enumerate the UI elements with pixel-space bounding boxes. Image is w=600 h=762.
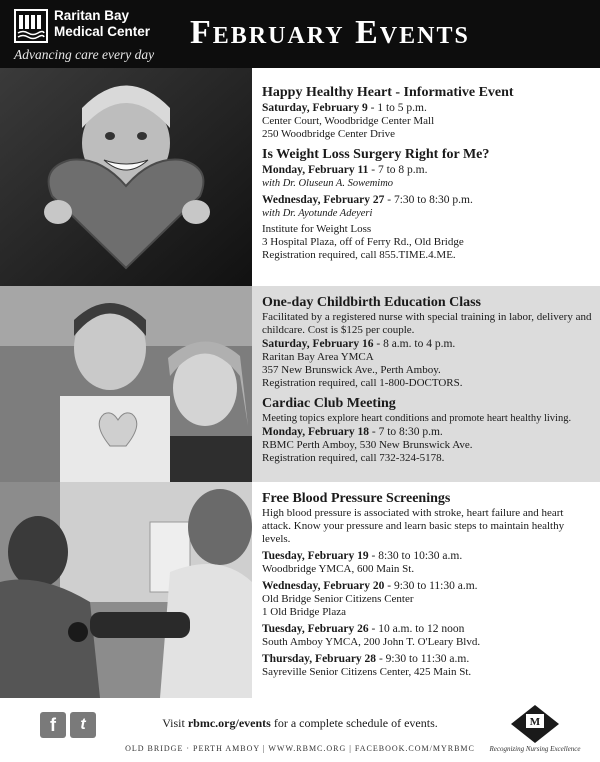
event-intro: Meeting topics explore heart conditions and promote heart healthy living.	[262, 413, 572, 424]
facebook-icon[interactable]: f	[40, 712, 66, 738]
photo-couple-heart-hands	[0, 286, 252, 482]
header-banner	[0, 0, 600, 68]
badge-letter: M	[529, 716, 541, 728]
event-intro: Facilitated by a registered nurse with special training in labor, delivery and childcare. Cost is $125 per couple.	[262, 311, 592, 336]
photo-girl-with-heart	[0, 68, 252, 286]
event-location: 250 Woodbridge Center Drive	[262, 128, 396, 140]
event-intro: High blood pressure is associated with stroke, heart failure and heart attack. Know your pressure and learn basic steps to maintain healthy levels.	[262, 507, 565, 545]
event-location: South Amboy YMCA, 200 John T. O'Leary Blvd.	[262, 636, 481, 648]
event-title: Cardiac Club Meeting	[262, 396, 396, 411]
event-date: Saturday, February 16 - 8 a.m. to 4 p.m.	[262, 338, 456, 350]
magnet-badge-icon	[510, 704, 560, 744]
event-location: 357 New Brunswick Ave., Perth Amboy.	[262, 364, 441, 376]
section-1-events	[262, 84, 594, 262]
event-date: Monday, February 18 - 7 to 8:30 p.m.	[262, 426, 443, 438]
brand-line-2: Medical Center	[54, 24, 151, 39]
twitter-icon[interactable]: t	[70, 712, 96, 738]
event-date: Wednesday, February 27 - 7:30 to 8:30 p.m.	[262, 194, 473, 206]
event-registration: Registration required, call 732-324-5178.	[262, 452, 445, 464]
event-location: Old Bridge Senior Citizens Center	[262, 593, 414, 605]
event-speaker: with Dr. Oluseun A. Sowemimo	[262, 178, 394, 189]
event-date: Monday, February 11 - 7 to 8 p.m.	[262, 164, 428, 176]
page-title: February Events	[190, 14, 470, 51]
event-location: Woodbridge YMCA, 600 Main St.	[262, 563, 415, 575]
hospital-logo-icon	[14, 9, 48, 43]
event-location: Sayreville Senior Citizens Center, 425 Main St.	[262, 666, 472, 678]
footer-links: OLD BRIDGE · PERTH AMBOY | WWW.RBMC.ORG | FACEBOOK.COM/MYRBMC	[125, 744, 475, 753]
brand-name	[54, 8, 150, 40]
badge-caption: Recognizing Nursing Excellence	[489, 745, 581, 753]
event-location: 1 Old Bridge Plaza	[262, 606, 347, 618]
event-title: Free Blood Pressure Screenings	[262, 491, 451, 506]
event-location: 3 Hospital Plaza, off of Ferry Rd., Old Bridge	[262, 236, 464, 248]
event-title: Is Weight Loss Surgery Right for Me?	[262, 147, 490, 162]
event-registration: Registration required, call 855.TIME.4.ME.	[262, 249, 456, 261]
event-date: Tuesday, February 19 - 8:30 to 10:30 a.m.	[262, 550, 463, 562]
event-date: Thursday, February 28 - 9:30 to 11:30 a.m.	[262, 653, 470, 665]
event-location: Raritan Bay Area YMCA	[262, 351, 374, 363]
brand-line-1: Raritan Bay	[54, 8, 130, 23]
event-title: Happy Healthy Heart - Informative Event	[262, 85, 514, 100]
event-location: Institute for Weight Loss	[262, 223, 372, 235]
footer-visit-text: Visit rbmc.org/events for a complete schedule of events.	[162, 716, 438, 730]
event-title: One-day Childbirth Education Class	[262, 295, 481, 310]
event-registration: Registration required, call 1-800-DOCTORS.	[262, 377, 463, 389]
section-2-events	[262, 294, 594, 465]
events-link[interactable]: rbmc.org/events	[187, 716, 271, 730]
photo-blood-pressure-screening	[0, 482, 252, 698]
tagline: Advancing care every day	[14, 47, 155, 62]
event-location: RBMC Perth Amboy, 530 New Brunswick Ave.	[262, 439, 473, 451]
event-date: Saturday, February 9 - 1 to 5 p.m.	[262, 102, 427, 114]
section-3-events	[262, 490, 594, 679]
event-date: Tuesday, February 26 - 10 a.m. to 12 noon	[262, 623, 465, 635]
event-speaker: with Dr. Ayotunde Adeyeri	[262, 208, 373, 219]
event-location: Center Court, Woodbridge Center Mall	[262, 115, 435, 127]
event-date: Wednesday, February 20 - 9:30 to 11:30 a.m.	[262, 580, 478, 592]
